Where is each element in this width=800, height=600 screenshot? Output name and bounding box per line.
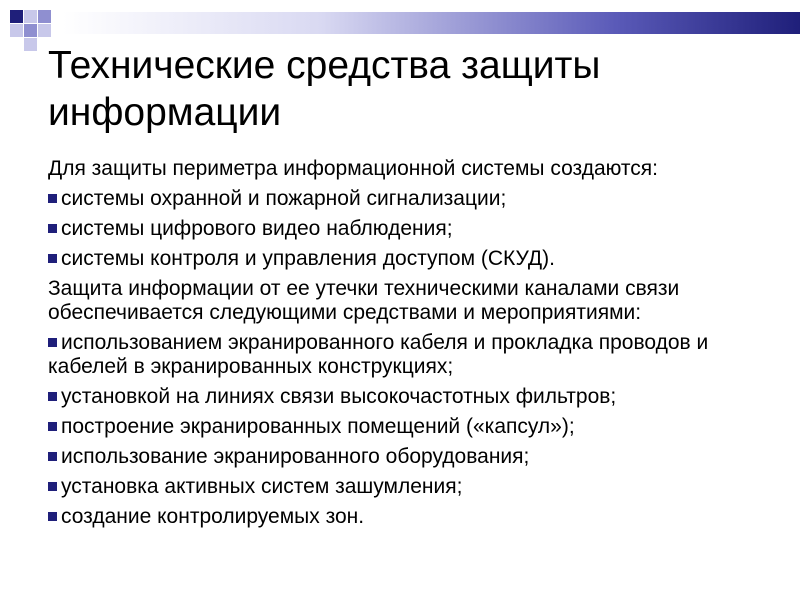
list-item-text: использование экранированного оборудования; [61,445,530,468]
list-item [48,331,768,379]
list-item [48,217,768,241]
list-item [48,385,768,409]
square-bullet-icon [48,392,57,401]
square-bullet-icon [48,512,57,521]
decor-square [10,24,23,37]
decor-square [10,10,23,23]
list-item-text: установкой на линиях связи высокочастотных фильтров; [61,385,617,408]
header-gradient-band [63,12,800,34]
slide-title: Технические средства защиты информации [48,44,601,134]
decor-square [24,10,37,23]
intro-paragraph-1: Для защиты периметра информационной системы создаются: [48,157,659,180]
list-item-text: системы контроля и управления доступом (СКУД). [61,247,555,270]
list-item [48,415,768,439]
list-item [48,187,768,211]
list-item [48,505,768,529]
decor-square [24,24,37,37]
square-bullet-icon [48,194,57,203]
list-item [48,247,768,271]
intro-paragraph-2: Защита информации от ее утечки техническими каналами связи обеспечивается следующими средствами и мероприятиями: [48,277,680,324]
list-item-text: создание контролируемых зон. [61,505,365,528]
decor-square [38,24,51,37]
decor-square [24,38,37,51]
square-bullet-icon [48,254,57,263]
square-bullet-icon [48,422,57,431]
list-item [48,475,768,499]
square-bullet-icon [48,338,57,347]
square-bullet-icon [48,482,57,491]
slide-body [48,157,768,535]
list-item-text: использованием экранированного кабеля и прокладка проводов и кабелей в экранированных конструкциях; [48,331,709,378]
list-item-text: системы цифрового видео наблюдения; [61,217,453,240]
square-bullet-icon [48,224,57,233]
square-bullet-icon [48,452,57,461]
list-item-text: установка активных систем зашумления; [61,475,463,498]
list-item [48,445,768,469]
list-item-text: построение экранированных помещений («капсул»); [61,415,575,438]
decor-square [38,10,51,23]
list-item-text: системы охранной и пожарной сигнализации; [61,187,507,210]
